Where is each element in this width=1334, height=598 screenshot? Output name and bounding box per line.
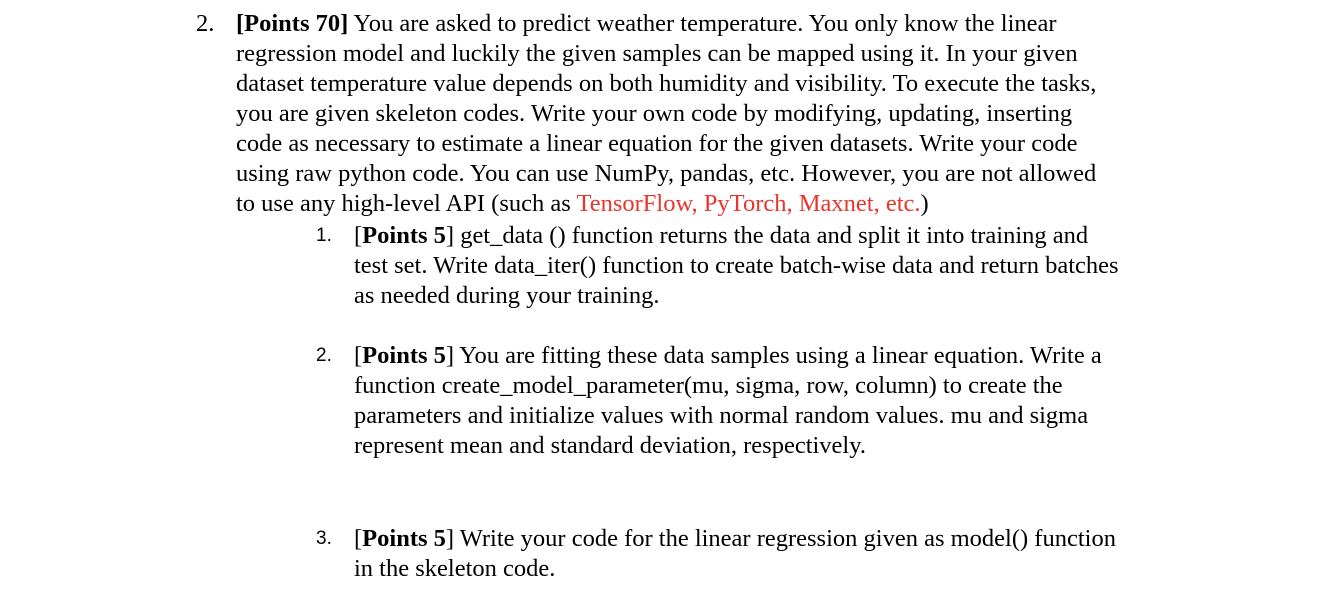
question-line-4: you are given skeleton codes. Write your own code by modifying, updating, inserting — [236, 100, 1073, 127]
subitem-2-points: Points 5 — [362, 342, 446, 369]
subitem-3-number: 3. — [316, 528, 332, 549]
subitem-2-line-1: [Points 5] You are fitting these data samples using a linear equation. Write a — [354, 342, 1102, 369]
question-line-1-text: You are asked to predict weather temperature. You only know the linear — [348, 10, 1057, 37]
subitem-2-line-2: function create_model_parameter(mu, sigma, row, column) to create the — [354, 372, 1063, 399]
question-line-3: dataset temperature value depends on both humidity and visibility. To execute the tasks, — [236, 70, 1097, 97]
subitem-2-number: 2. — [316, 345, 332, 366]
question-line-7-suffix: ) — [920, 190, 929, 217]
question-body — [236, 9, 1196, 219]
subitem-1-line-1: [Points 5] get_data () function returns the data and split it into training and — [354, 222, 1089, 249]
subitem-2-text — [354, 341, 1214, 461]
question-line-7-prefix: to use any high-level API (such as — [236, 190, 577, 217]
subitem-1-line-3: as needed during your training. — [354, 282, 660, 309]
question-line-7 — [236, 189, 1196, 219]
subitem-2-line-4: represent mean and standard deviation, respectively. — [354, 432, 867, 459]
question-line-1 — [236, 9, 1196, 39]
subitem-2-line-1-text: You are fitting these data samples using a linear equation. Write a — [454, 342, 1102, 369]
subitem-3-line-1-text: Write your code for the linear regression given as model() function — [454, 525, 1116, 552]
subitem-1-points: Points 5 — [362, 222, 446, 249]
subitem-1-text — [354, 221, 1214, 311]
subitem-3-line-1: [Points 5] Write your code for the linear regression given as model() function — [354, 525, 1116, 552]
subitem-3-text — [354, 524, 1214, 584]
restricted-api-list: TensorFlow, PyTorch, Maxnet, etc. — [576, 190, 921, 217]
question-points: [Points 70] — [236, 10, 349, 37]
subitem-2-line-3: parameters and initialize values with normal random values. mu and sigma — [354, 402, 1089, 429]
subitem-1-line-2: test set. Write data_iter() function to create batch-wise data and return batches — [354, 252, 1119, 279]
question-line-2: regression model and luckily the given samples can be mapped using it. In your given — [236, 40, 1078, 67]
subitem-1-line-1-text: get_data () function returns the data and split it into training and — [454, 222, 1089, 249]
subitem-1-number: 1. — [316, 225, 332, 246]
subitem-3-line-2: in the skeleton code. — [354, 555, 556, 582]
question-line-5: code as necessary to estimate a linear equation for the given datasets. Write your code — [236, 130, 1078, 157]
question-line-6: using raw python code. You can use NumPy, pandas, etc. However, you are not allowed — [236, 160, 1097, 187]
question-number: 2. — [196, 10, 215, 37]
subitem-3-points: Points 5 — [362, 525, 446, 552]
